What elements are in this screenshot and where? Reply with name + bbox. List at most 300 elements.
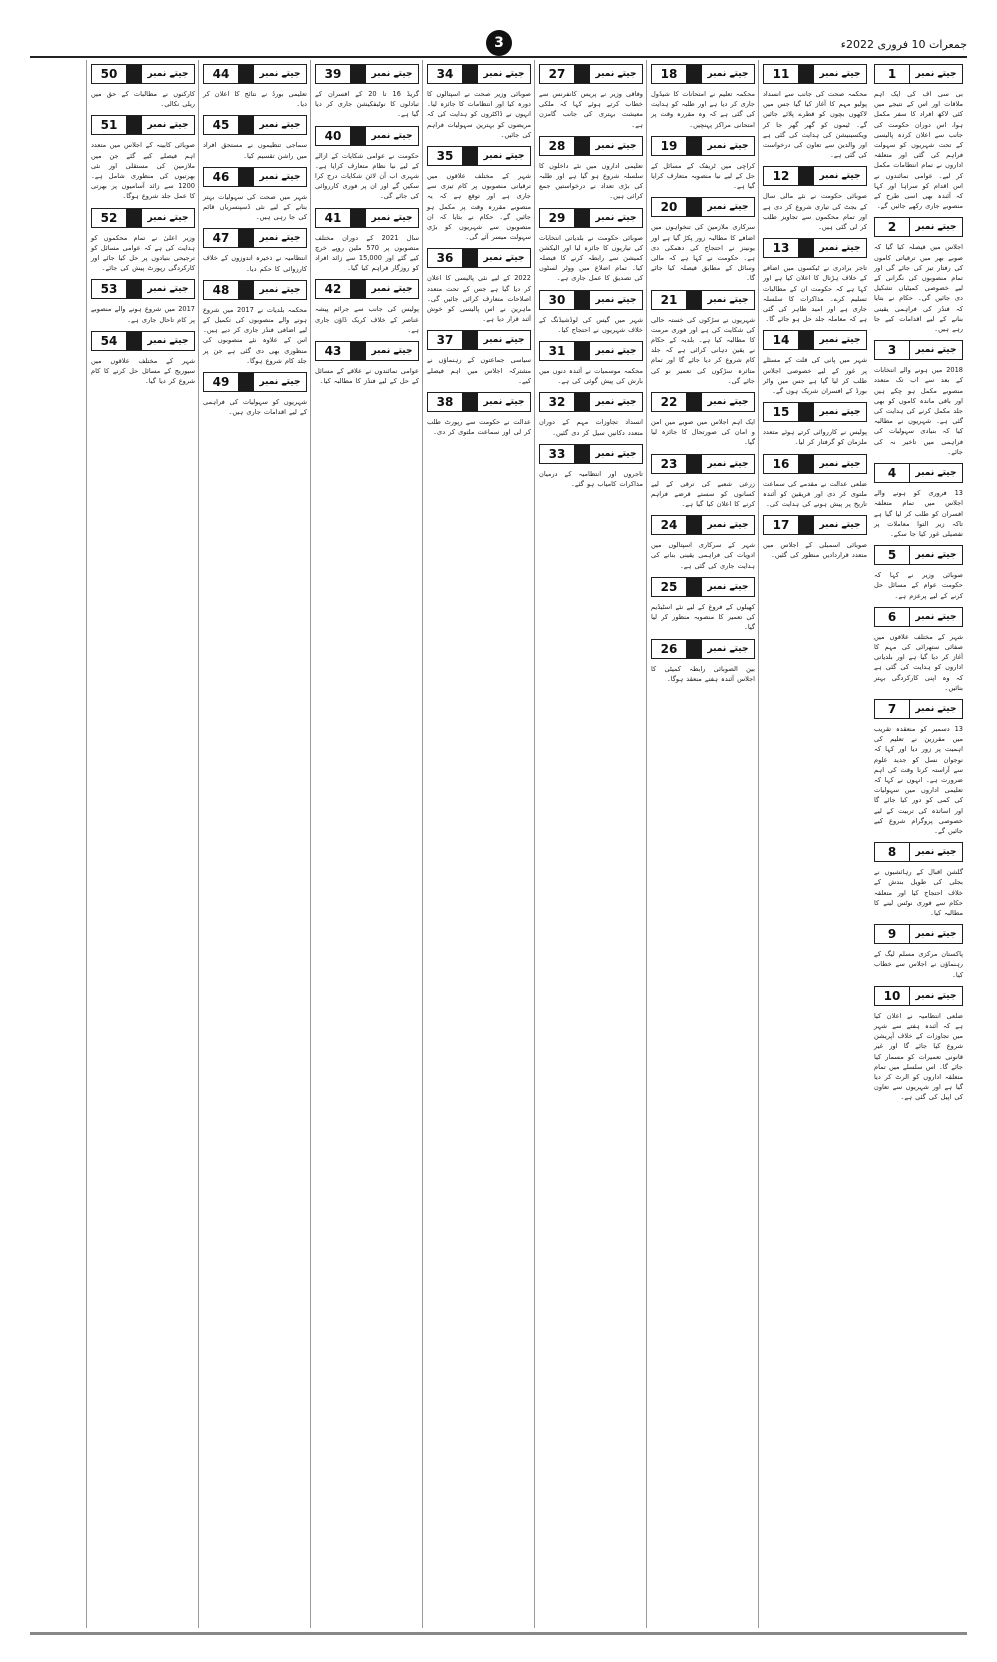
item-label: جیتے نمبر: [595, 69, 637, 79]
item-text: تعلیمی اداروں میں نئے داخلوں کا سلسلہ شروع ہو گیا ہے اور طلبہ کی بڑی تعداد نے درخواستیں جمع کرائی ہیں۔: [539, 161, 643, 201]
item-number: 29: [540, 209, 574, 227]
news-item: [647, 64, 759, 132]
item-label: جیتے نمبر: [707, 69, 749, 79]
news-item: [199, 115, 311, 162]
item-text: پولیس کی جانب سے جرائم پیشہ عناصر کے خلاف کریک ڈاؤن جاری ہے۔: [315, 305, 419, 334]
item-header: [91, 331, 195, 351]
black-bar: [574, 65, 590, 83]
item-label: جیتے نمبر: [915, 990, 957, 1001]
item-text: شہر کے مختلف علاقوں میں ترقیاتی منصوبوں پر کام تیزی سے جاری ہے اور توقع ہے کہ یہ منصوبے مقررہ وقت پر مکمل ہو جائیں گے۔ حکام نے بتایا کہ ان منصوبوں سے شہریوں کو بڑی سہولت میسر آئے گی۔: [427, 172, 531, 242]
item-header: [91, 64, 195, 84]
black-bar: [238, 65, 254, 83]
item-number: 41: [316, 209, 350, 227]
news-item: [759, 454, 871, 512]
item-header: [874, 545, 963, 565]
item-text: گریڈ 16 تا 20 کے افسران کے تبادلوں کا نوٹیفکیشن جاری کر دیا گیا ہے۔: [315, 90, 419, 119]
item-number: 42: [316, 280, 350, 298]
black-bar: [686, 640, 702, 658]
item-number: 12: [764, 167, 798, 185]
item-label: جیتے نمبر: [147, 69, 189, 79]
item-text: صوبائی وزیر صحت نے اسپتالوں کا دورہ کیا اور انتظامات کا جائزہ لیا۔ انہوں نے ڈاکٹروں کو ہدایت کی کہ مریضوں کو بہترین سہولیات فراہم کی جائیں۔: [427, 90, 531, 139]
item-label: جیتے نمبر: [595, 346, 637, 357]
news-item: [535, 392, 647, 439]
item-header: [91, 279, 195, 299]
item-number: 44: [204, 65, 238, 83]
item-text: وفاقی وزیر نے پریس کانفرنس سے خطاب کرتے ہوئے کہا کہ ملکی معیشت بہتری کی جانب گامزن ہے۔: [539, 90, 643, 129]
item-text: تعلیمی بورڈ نے نتائج کا اعلان کر دیا۔: [203, 90, 307, 109]
item-text: شہر میں پانی کی قلت کے مسئلے پر غور کے لیے خصوصی اجلاس طلب کر لیا گیا ہے جس میں واٹر بورڈ کے افسران شریک ہوں گے۔: [763, 356, 867, 396]
item-label: جیتے نمبر: [915, 222, 957, 233]
item-number: 52: [92, 209, 126, 227]
news-column: [870, 60, 967, 1628]
item-header: [651, 639, 755, 659]
item-text: کھیلوں کے فروغ کے لیے نئے اسٹیڈیم کی تعمیر کا منصوبہ منظور کر لیا گیا۔: [651, 602, 755, 632]
item-text: شہر میں گیس کی لوڈشیڈنگ کے خلاف شہریوں نے احتجاج کیا۔: [539, 315, 643, 334]
news-item: [759, 166, 871, 234]
item-text: تاجروں اور انتظامیہ کے درمیان مذاکرات کامیاب ہو گئے۔: [539, 469, 643, 489]
black-bar: [686, 65, 702, 83]
black-bar: [126, 209, 142, 227]
item-header: [315, 64, 419, 84]
item-text: انسداد تجاوزات مہم کے دوران متعدد دکانیں سیل کر دی گئیں۔: [539, 418, 643, 437]
news-item: [870, 64, 967, 213]
item-header: [651, 136, 755, 156]
item-number: 48: [204, 281, 238, 299]
item-text: تاجر برادری نے ٹیکسوں میں اضافے کے خلاف ہڑتال کا اعلان کیا ہے اور کہا ہے کہ حکومت ان کے مطالبات تسلیم کرے۔ مذاکرات کا سلسلہ جاری ہے اور امید ظاہر کی گئی ہے کہ معاملہ جلد حل ہو جائے گا۔: [763, 264, 867, 324]
item-text: صوبائی حکومت نے نئے مالی سال کے بجٹ کی تیاری شروع کر دی ہے اور تمام محکموں سے تجاویز طلب کر لی گئی ہیں۔: [763, 192, 867, 232]
black-bar: [686, 578, 702, 596]
item-header: [315, 279, 419, 299]
item-header: [203, 372, 307, 392]
news-column: [758, 60, 871, 1628]
item-header: [539, 64, 643, 84]
item-label: جیتے نمبر: [915, 929, 957, 940]
item-text: صوبائی وزیر نے کہا کہ حکومت عوام کے مسائل حل کرنے کے لیے پرعزم ہے۔: [874, 571, 963, 600]
item-text: عوامی نمائندوں نے علاقے کے مسائل کے حل کے لیے فنڈز کا مطالبہ کیا۔: [315, 367, 419, 386]
news-column: [534, 60, 647, 1628]
item-text: سرکاری ملازمین کی تنخواہوں میں اضافے کا مطالبہ زور پکڑ گیا ہے اور یونینز نے احتجاج کی دھمکی دی ہے۔ حکومت نے کہا ہے کہ مالی وسائل کے مطابق فیصلہ کیا جائے گا۔: [651, 223, 755, 283]
item-text: اجلاس میں فیصلہ کیا گیا کہ صوبے بھر میں ترقیاتی کاموں کی رفتار تیز کی جائے گی اور تمام منصوبوں کی نگرانی کے لیے خصوصی کمیٹیاں تشکیل دی جائیں گی۔ حکام نے بتایا کہ فنڈز کی فراہمی یقینی بنانے کے لیے اقدامات کیے جا رہے ہیں۔: [874, 243, 963, 334]
item-text: شہر کے سرکاری اسپتالوں میں ادویات کی فراہمی یقینی بنانے کی ہدایت جاری کی گئی ہے۔: [651, 541, 755, 570]
item-header: [651, 515, 755, 535]
news-item: [647, 639, 759, 686]
item-header: [315, 208, 419, 228]
item-number: 3: [875, 341, 909, 359]
item-number: 49: [204, 373, 238, 391]
news-item: [199, 167, 311, 225]
black-bar: [350, 280, 366, 298]
news-column: [422, 60, 535, 1628]
item-label: جیتے نمبر: [595, 140, 637, 151]
item-label: جیتے نمبر: [595, 212, 637, 223]
item-number: 10: [875, 987, 909, 1005]
black-bar: [238, 281, 254, 299]
item-number: 36: [428, 249, 462, 267]
item-number: 23: [652, 455, 686, 473]
header-rule: [30, 56, 967, 58]
item-label: جیتے نمبر: [147, 335, 189, 346]
item-header: [763, 330, 867, 350]
news-item: [647, 577, 759, 635]
page-number: 3: [486, 30, 512, 56]
news-column: [310, 60, 423, 1628]
news-item: [647, 197, 759, 285]
item-number: 40: [316, 127, 350, 145]
black-bar: [574, 137, 590, 155]
item-text: پاکستان مرکزی مسلم لیگ کے رہنماؤں نے اجلاس سے خطاب کیا۔: [874, 950, 963, 979]
item-text: کارکنوں نے مطالبات کے حق میں ریلی نکالی۔: [91, 90, 195, 109]
item-header: [763, 515, 867, 535]
news-item: [535, 290, 647, 337]
item-header: [203, 64, 307, 84]
item-header: [874, 607, 963, 627]
item-header: [539, 392, 643, 412]
item-header: [763, 454, 867, 474]
item-label: جیتے نمبر: [483, 151, 525, 162]
news-item: [199, 64, 311, 111]
news-column: [198, 60, 311, 1628]
item-number: 7: [875, 700, 909, 718]
item-text: ایک اہم اجلاس میں صوبے میں امن و امان کی صورتحال کا جائزہ لیا گیا۔: [651, 418, 755, 447]
black-bar: [574, 291, 590, 309]
item-text: محکمہ موسمیات نے آئندہ دنوں میں بارش کی پیش گوئی کی ہے۔: [539, 367, 643, 386]
news-item: [423, 64, 535, 142]
item-text: زرعی شعبے کی ترقی کے لیے کسانوں کو سستے قرضے فراہم کرنے کا اعلان کیا گیا ہے۔: [651, 479, 755, 509]
news-item: [647, 136, 759, 194]
black-bar: [126, 65, 142, 83]
black-bar: [238, 229, 254, 247]
item-text: 2022 کے لیے نئی پالیسی کا اعلان کر دیا گیا ہے جس کے تحت متعدد اصلاحات متعارف کرائی جائیں گی۔ ماہرین نے اس پالیسی کو خوش آئند قرار دیا ہے۔: [427, 274, 531, 324]
item-label: جیتے نمبر: [147, 212, 189, 223]
item-label: جیتے نمبر: [915, 69, 957, 79]
item-number: 24: [652, 516, 686, 534]
item-header: [651, 577, 755, 597]
item-label: جیتے نمبر: [259, 120, 301, 131]
item-header: [315, 341, 419, 361]
news-item: [423, 330, 535, 388]
item-header: [539, 444, 643, 464]
news-item: [535, 341, 647, 388]
item-label: جیتے نمبر: [707, 140, 749, 151]
black-bar: [686, 137, 702, 155]
item-text: ضلعی عدالت نے مقدمے کی سماعت ملتوی کر دی اور فریقین کو آئندہ تاریخ پر پیش ہونے کی ہدایت کی۔: [763, 479, 867, 509]
news-item: [870, 340, 967, 459]
news-item: [647, 290, 759, 388]
item-label: جیتے نمبر: [259, 377, 301, 388]
item-text: صوبائی کابینہ کے اجلاس میں متعدد اہم فیصلے کیے گئے جن میں ملازمین کی مستقلی اور نئی بھرتیوں کی منظوری شامل ہے۔ 1200 سے زائد آسامیوں پر بھرتی کا عمل جلد شروع ہوگا۔: [91, 141, 195, 201]
news-item: [870, 607, 967, 695]
item-header: [651, 64, 755, 84]
item-header: [203, 115, 307, 135]
item-number: 13: [764, 239, 798, 257]
item-header: [427, 330, 531, 350]
item-number: 53: [92, 280, 126, 298]
item-label: جیتے نمبر: [819, 458, 861, 469]
black-bar: [462, 147, 478, 165]
item-number: 39: [316, 65, 350, 83]
black-bar: [798, 167, 814, 185]
item-number: 47: [204, 229, 238, 247]
black-bar: [350, 127, 366, 145]
item-label: جیتے نمبر: [259, 284, 301, 295]
item-label: جیتے نمبر: [915, 703, 957, 714]
item-header: [651, 454, 755, 474]
news-item: [535, 136, 647, 204]
black-bar: [686, 198, 702, 216]
item-label: جیتے نمبر: [371, 284, 413, 295]
black-bar: [798, 455, 814, 473]
item-text: بی سی اف کی ایک اہم ملاقات اور اس کے نتیجے میں کئی لاکھ افراد کا سفر مکمل ہوا، اس دوران حکومت کی جانب سے اعلان کردہ پالیسی کے تحت شہریوں کو سہولت فراہم کی گئی اور متعلقہ اداروں نے تمام انتظامات مکمل کر لیے۔ عوامی نمائندوں نے اس اقدام کو سراہا اور کہا کہ آئندہ بھی اسی طرح کے منصوبے جاری رکھے جائیں گے۔: [874, 90, 963, 211]
item-label: جیتے نمبر: [259, 171, 301, 182]
item-number: 6: [875, 608, 909, 626]
item-text: شہر میں صحت کی سہولیات بہتر بنانے کے لیے نئی ڈسپنسریاں قائم کی جا رہی ہیں۔: [203, 192, 307, 222]
item-number: 17: [764, 516, 798, 534]
item-label: جیتے نمبر: [819, 407, 861, 418]
item-header: [874, 217, 963, 237]
black-bar: [462, 65, 478, 83]
news-item: [423, 146, 535, 244]
item-header: [651, 197, 755, 217]
item-header: [539, 136, 643, 156]
news-item: [759, 515, 871, 562]
item-label: جیتے نمبر: [595, 294, 637, 305]
black-bar: [238, 116, 254, 134]
item-label: جیتے نمبر: [915, 550, 957, 561]
item-number: 51: [92, 116, 126, 134]
black-bar: [798, 403, 814, 421]
item-label: جیتے نمبر: [483, 335, 525, 346]
news-item: [535, 444, 647, 491]
item-label: جیتے نمبر: [915, 468, 957, 479]
item-number: 43: [316, 342, 350, 360]
item-label: جیتے نمبر: [259, 69, 301, 79]
item-number: 34: [428, 65, 462, 83]
item-label: جیتے نمبر: [147, 120, 189, 131]
item-header: [874, 340, 963, 360]
item-label: جیتے نمبر: [819, 243, 861, 254]
item-number: 30: [540, 291, 574, 309]
item-header: [315, 126, 419, 146]
item-number: 26: [652, 640, 686, 658]
item-text: شہر کے مختلف علاقوں میں صفائی ستھرائی کی مہم کا آغاز کر دیا گیا ہے اور بلدیاتی اداروں کو ہدایت کی گئی ہے کہ وہ اپنی کارکردگی بہتر بنائیں۔: [874, 632, 963, 692]
item-number: 50: [92, 65, 126, 83]
item-label: جیتے نمبر: [915, 345, 957, 356]
black-bar: [686, 291, 702, 309]
item-number: 1: [875, 65, 909, 83]
news-item: [870, 545, 967, 603]
black-bar: [686, 393, 702, 411]
black-bar: [238, 168, 254, 186]
item-header: [539, 341, 643, 361]
item-label: جیتے نمبر: [819, 335, 861, 346]
news-item: [870, 924, 967, 982]
item-header: [874, 463, 963, 483]
item-number: 21: [652, 291, 686, 309]
news-column: [86, 60, 199, 1628]
news-item: [759, 64, 871, 162]
item-header: [91, 208, 195, 228]
news-item: [87, 208, 199, 276]
item-number: 27: [540, 65, 574, 83]
item-header: [203, 167, 307, 187]
item-text: محکمہ تعلیم نے امتحانات کا شیڈول جاری کر دیا ہے اور طلبہ کو ہدایت کی گئی ہے کہ وہ مقررہ وقت پر امتحانی مراکز پہنچیں۔: [651, 90, 755, 129]
item-label: جیتے نمبر: [595, 448, 637, 459]
news-item: [870, 463, 967, 541]
news-item: [870, 986, 967, 1105]
item-label: جیتے نمبر: [595, 397, 637, 408]
item-header: [427, 146, 531, 166]
item-text: محکمہ صحت کی جانب سے انسداد پولیو مہم کا آغاز کیا گیا جس میں لاکھوں بچوں کو قطرے پلائے جائیں گے۔ ٹیموں کو گھر گھر جا کر ویکسینیشن کی ہدایت کی گئی ہے اور والدین سے تعاون کی درخواست کی گئی ہے۔: [763, 90, 867, 160]
news-item: [423, 248, 535, 326]
black-bar: [798, 331, 814, 349]
news-item: [87, 64, 199, 111]
item-header: [874, 64, 963, 84]
item-label: جیتے نمبر: [483, 253, 525, 264]
item-label: جیتے نمبر: [915, 611, 957, 622]
black-bar: [686, 516, 702, 534]
item-text: صوبائی حکومت نے بلدیاتی انتخابات کی تیاریوں کا جائزہ لیا اور الیکشن کمیشن سے رابطہ کرنے کا فیصلہ کیا۔ تمام اضلاع میں ووٹر لسٹوں کی تصدیق کا عمل جاری ہے۔: [539, 233, 643, 283]
news-item: [311, 64, 423, 122]
item-number: 5: [875, 546, 909, 564]
news-item: [647, 515, 759, 573]
black-bar: [126, 332, 142, 350]
item-header: [91, 115, 195, 135]
item-label: جیتے نمبر: [259, 233, 301, 244]
item-header: [427, 392, 531, 412]
item-text: محکمہ بلدیات نے 2017 میں شروع ہونے والے منصوبوں کی تکمیل کے لیے اضافی فنڈز جاری کر دیے ہیں۔ اس کے علاوہ نئے منصوبوں کی منظوری بھی دی گئی ہے جن پر جلد کام شروع ہوگا۔: [203, 305, 307, 365]
item-header: [651, 290, 755, 310]
item-text: 2017 میں شروع ہونے والے منصوبے پر کام تاحال جاری ہے۔: [91, 305, 195, 324]
item-number: 46: [204, 168, 238, 186]
item-number: 15: [764, 403, 798, 421]
item-text: شہریوں کو سہولیات کی فراہمی کے لیے اقدامات جاری ہیں۔: [203, 398, 307, 417]
item-label: جیتے نمبر: [371, 130, 413, 141]
news-item: [423, 392, 535, 439]
item-number: 25: [652, 578, 686, 596]
item-label: جیتے نمبر: [819, 69, 861, 79]
news-item: [311, 208, 423, 276]
item-label: جیتے نمبر: [819, 171, 861, 182]
item-label: جیتے نمبر: [371, 69, 413, 79]
black-bar: [238, 373, 254, 391]
news-item: [311, 341, 423, 388]
item-label: جیتے نمبر: [707, 202, 749, 213]
item-header: [539, 290, 643, 310]
item-number: 22: [652, 393, 686, 411]
item-label: جیتے نمبر: [371, 346, 413, 357]
black-bar: [462, 249, 478, 267]
item-number: 14: [764, 331, 798, 349]
black-bar: [798, 516, 814, 534]
item-number: 2: [875, 218, 909, 236]
item-text: 2018 میں ہونے والے انتخابات کے بعد سے اب تک متعدد منصوبے مکمل ہو چکے ہیں اور باقی ماندہ کاموں کو بھی جلد مکمل کرنے کی ہدایت کی گئی ہے۔ شہریوں نے مطالبہ کیا کہ بنیادی سہولیات کی فراہمی میں تاخیر نہ کی جائے۔: [874, 366, 963, 456]
item-label: جیتے نمبر: [483, 69, 525, 79]
item-text: سیاسی جماعتوں کے رہنماؤں نے مشترکہ اجلاس میں اہم فیصلے کیے۔: [427, 356, 531, 385]
footer-rule: [30, 1632, 967, 1635]
item-text: سماجی تنظیموں نے مستحق افراد میں راشن تقسیم کیا۔: [203, 141, 307, 160]
item-header: [763, 166, 867, 186]
item-text: گلشن اقبال کے رہائشیوں نے بجلی کی طویل بندش کے خلاف احتجاج کیا اور متعلقہ حکام سے فوری نوٹس لینے کا مطالبہ کیا۔: [874, 868, 963, 917]
item-number: 18: [652, 65, 686, 83]
black-bar: [350, 65, 366, 83]
item-number: 33: [540, 445, 574, 463]
item-number: 20: [652, 198, 686, 216]
news-item: [199, 228, 311, 275]
news-item: [647, 454, 759, 512]
black-bar: [686, 455, 702, 473]
item-number: 54: [92, 332, 126, 350]
news-item: [87, 331, 199, 389]
item-label: جیتے نمبر: [707, 458, 749, 469]
item-header: [427, 64, 531, 84]
item-text: کراچی میں ٹریفک کے مسائل کے حل کے لیے نیا منصوبہ متعارف کرایا گیا ہے۔: [651, 161, 755, 191]
item-text: شہریوں نے سڑکوں کی خستہ حالی کی شکایت کی ہے اور فوری مرمت کا مطالبہ کیا ہے۔ بلدیہ کے حکام نے یقین دہانی کرائی ہے کہ جلد کام شروع کر دیا جائے گا اور تمام متاثرہ سڑکوں کی تعمیر نو کی جائے گی۔: [651, 315, 755, 385]
item-label: جیتے نمبر: [819, 520, 861, 531]
item-number: 32: [540, 393, 574, 411]
item-text: شہر کے مختلف علاقوں میں سیوریج کے مسائل حل کرنے کا کام شروع کر دیا گیا۔: [91, 356, 195, 386]
news-item: [311, 126, 423, 204]
news-item: [535, 208, 647, 286]
news-item: [759, 330, 871, 398]
item-header: [203, 280, 307, 300]
item-number: 28: [540, 137, 574, 155]
item-text: عدالت نے حکومت سے رپورٹ طلب کر لی اور سماعت ملتوی کر دی۔: [427, 418, 531, 437]
news-item: [870, 842, 967, 920]
item-text: انتظامیہ نے ذخیرہ اندوزوں کے خلاف کارروائی کا حکم دیا۔: [203, 254, 307, 273]
black-bar: [126, 116, 142, 134]
item-label: جیتے نمبر: [915, 847, 957, 858]
black-bar: [798, 65, 814, 83]
item-header: [874, 924, 963, 944]
item-number: 8: [875, 843, 909, 861]
item-label: جیتے نمبر: [707, 294, 749, 305]
item-header: [203, 228, 307, 248]
item-header: [651, 392, 755, 412]
black-bar: [350, 209, 366, 227]
news-item: [87, 115, 199, 203]
item-label: جیتے نمبر: [707, 520, 749, 531]
black-bar: [462, 331, 478, 349]
item-text: سال 2021 کے دوران مختلف منصوبوں پر 570 ملین روپے خرچ کیے گئے اور 15,000 سے زائد افراد کو روزگار فراہم کیا گیا۔: [315, 233, 419, 273]
item-text: بین الصوبائی رابطہ کمیٹی کا اجلاس آئندہ ہفتے منعقد ہوگا۔: [651, 664, 755, 683]
item-text: صوبائی اسمبلی کے اجلاس میں متعدد قراردادیں منظور کی گئیں۔: [763, 541, 867, 560]
item-header: [874, 842, 963, 862]
item-text: حکومت نے عوامی شکایات کے ازالے کے لیے نیا نظام متعارف کرایا ہے۔ شہری اب آن لائن شکایات درج کرا سکیں گے اور ان پر فوری کارروائی کی جائے گی۔: [315, 151, 419, 201]
item-header: [763, 238, 867, 258]
news-column: [646, 60, 759, 1628]
news-item: [647, 392, 759, 450]
item-header: [539, 208, 643, 228]
black-bar: [574, 342, 590, 360]
news-item: [759, 238, 871, 326]
item-header: [763, 402, 867, 422]
issue-date: جمعرات 10 فروری 2022ء: [840, 38, 967, 51]
black-bar: [126, 280, 142, 298]
item-number: 11: [764, 65, 798, 83]
item-header: [874, 699, 963, 719]
item-number: 4: [875, 464, 909, 482]
item-text: 13 دسمبر کو منعقدہ تقریب میں مقررین نے تعلیم کی اہمیت پر زور دیا اور کہا کہ نوجوان نسل کو جدید علوم سے آراستہ کرنا وقت کی اہم ضرورت ہے۔ انہوں نے کہا کہ تعلیمی اداروں میں سہولیات کی کمی کو دور کیا جائے گا اور اساتذہ کی تربیت کے لیے خصوصی پروگرام شروع کیے جائیں گے۔: [874, 724, 963, 835]
black-bar: [574, 445, 590, 463]
item-label: جیتے نمبر: [707, 581, 749, 592]
item-number: 19: [652, 137, 686, 155]
item-label: جیتے نمبر: [483, 397, 525, 408]
news-item: [535, 64, 647, 132]
item-number: 38: [428, 393, 462, 411]
item-number: 9: [875, 925, 909, 943]
news-item: [87, 279, 199, 326]
item-number: 37: [428, 331, 462, 349]
